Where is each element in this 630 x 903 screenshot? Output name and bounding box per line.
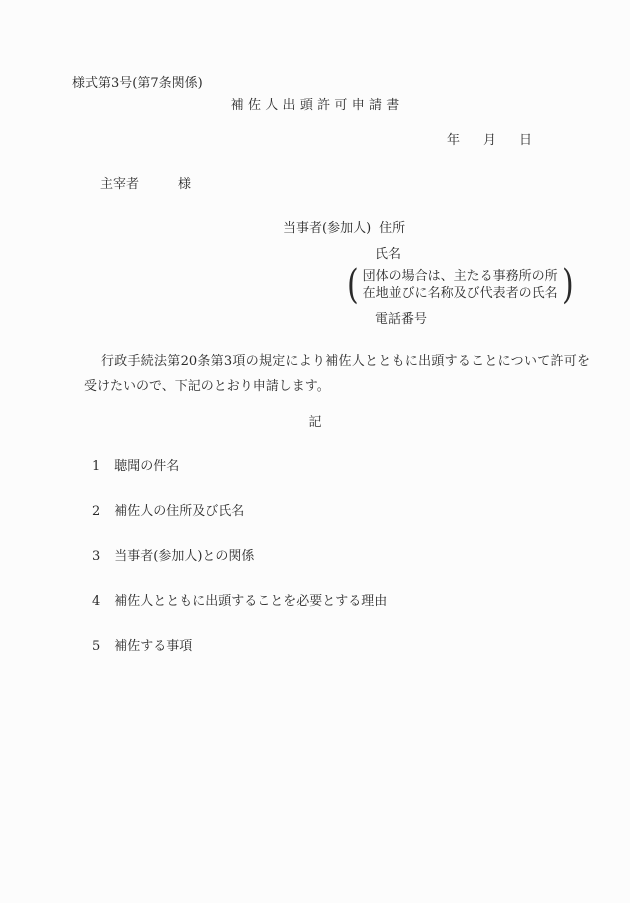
item-number: 3 [92,549,101,564]
item-label: 補佐する事項 [114,639,193,654]
party-label: 当事者(参加人) [283,221,372,236]
list-item [92,505,244,519]
open-paren: ( [346,262,359,308]
list-item [92,595,387,609]
addressee-line [100,178,191,192]
item-number: 2 [92,504,101,519]
item-label: 聴聞の件名 [114,459,180,474]
organization-note-line2: 在地並びに名称及び代表者の氏名 [362,286,558,301]
organization-note-text [363,268,558,302]
item-number: 4 [92,594,101,609]
name-label: 氏名 [375,247,402,262]
close-paren: ) [561,262,574,308]
item-label: 補佐人の住所及び氏名 [114,504,245,519]
organization-note-line1: 団体の場合は、主たる事務所の所 [362,269,558,284]
page-title: 補佐人出頭許可申請書 [230,98,404,113]
item-label: 補佐人とともに出頭することを必要とする理由 [114,594,388,609]
addressee-role-label: 主宰者 [100,177,140,192]
list-item [92,460,179,474]
phone-label: 電話番号 [375,312,428,327]
list-item [92,640,192,654]
item-number: 1 [92,459,101,474]
date-month-label: 月 [483,133,497,148]
date-year-label: 年 [447,133,461,148]
list-item [92,550,254,564]
address-label: 住所 [379,221,406,236]
party-line [283,222,405,236]
item-label: 当事者(参加人)との関係 [114,549,255,564]
addressee-honorific-label: 様 [178,177,192,192]
body-paragraph: 行政手続法第20条第3項の規定により補佐人とともに出頭することについて許可を受けたいので、下記のとおり申請します。 [84,354,590,394]
list-header: 記 [308,415,322,430]
item-number: 5 [92,639,101,654]
organization-note [345,262,575,308]
date-line [447,134,532,148]
form-number: 様式第3号(第7条関係) [72,76,203,91]
date-day-label: 日 [519,133,533,148]
